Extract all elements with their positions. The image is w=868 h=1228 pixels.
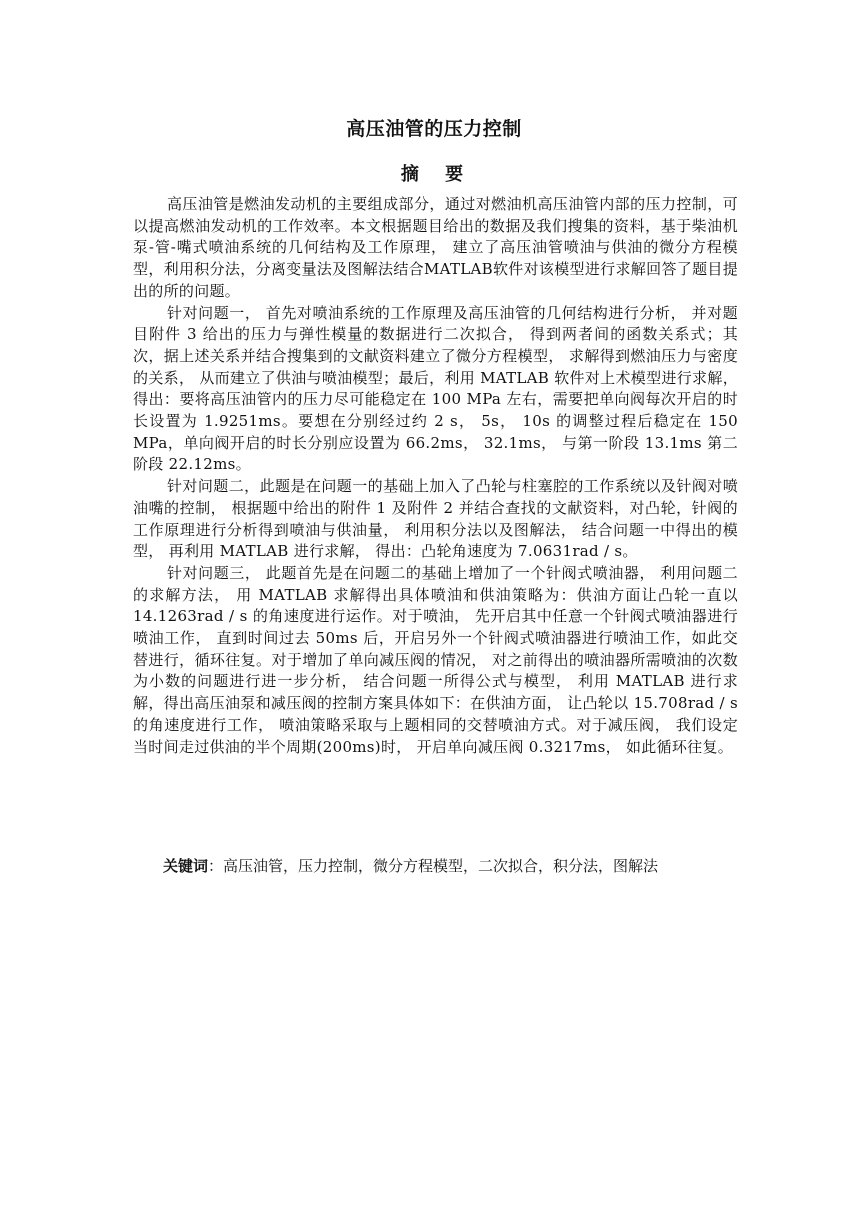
keywords-text: ：高压油管，压力控制，微分方程模型，二次拟合，积分法，图解法 bbox=[208, 857, 659, 875]
page-title: 高压油管的压力控制 bbox=[346, 118, 522, 140]
abstract-heading: 摘 要 bbox=[400, 164, 474, 185]
keywords-label: 关键词 bbox=[163, 857, 209, 875]
abstract-paragraph-problem-2: 针对问题二，此题是在问题一的基础上加入了凸轮与柱塞腔的工作系统以及针阀对喷油嘴的控制， 根据题中给出的附件 1 及附件 2 并结合查找的文献资料，对凸轮，针阀的工作原理进行分析得到喷油与供油量， 利用积分法以及图解法， 结合问题一中得出的模型， 再利用 MATLAB 进行求解， 得出：凸轮角速度为 7.0631rad / s。 bbox=[133, 477, 738, 561]
abstract-body bbox=[133, 194, 738, 758]
abstract-paragraph-problem-1: 针对问题一， 首先对喷油系统的工作原理及高压油管的几何结构进行分析， 并对题目附件 3 给出的压力与弹性模量的数据进行二次拟合， 得到两者间的函数关系式；其次，据上述关系并结合搜集到的文献资料建立了微分方程模型， 求解得到燃油压力与密度的关系， 从而建立了供油与喷油模型；最后，利用 MATLAB 软件对上术模型进行求解， 得出：要将高压油管内的压力尽可能稳定在 100 MPa 左右，需要把单向阀每次开启的时长设置为 1.9251ms。要想在分别经过约 2 s， 5s， 10s 的调整过程后稳定在 150 MPa，单向阀开启的时长分别应设置为 66.2ms， 32.1ms， 与第一阶段 13.1ms 第二阶段 22.12ms。 bbox=[133, 303, 738, 474]
abstract-paragraph-problem-3: 针对问题三， 此题首先是在问题二的基础上增加了一个针阀式喷油器， 利用问题二的求解方法， 用 MATLAB 求解得出具体喷油和供油策略为：供油方面让凸轮一直以 14.1263rad / s 的角速度进行运作。对于喷油， 先开启其中任意一个针阀式喷油器进行喷油工作， 直到时间过去 50ms 后，开启另外一个针阀式喷油器进行喷油工作，如此交替进行，循环往复。对于增加了单向减压阀的情况， 对之前得出的喷油器所需喷油的次数为小数的问题进行进一步分析， 结合问题一所得公式与模型， 利用 MATLAB 进行求解，得出高压油泵和减压阀的控制方案具体如下：在供油方面， 让凸轮以 15.708rad / s 的角速度进行工作， 喷油策略采取与上题相同的交替喷油方式。对于减压阀， 我们设定当时间走过供油的半个周期(200ms)时， 开启单向减压阀 0.3217ms， 如此循环往复。 bbox=[133, 563, 738, 756]
abstract-paragraph-intro: 高压油管是燃油发动机的主要组成部分，通过对燃油机高压油管内部的压力控制，可以提高燃油发动机的工作效率。本文根据题目给出的数据及我们搜集的资料，基于柴油机泵-管-嘴式喷油系统的几何结构及工作原理， 建立了高压油管喷油与供油的微分方程模型，利用积分法，分离变量法及图解法结合MATLAB软件对该模型进行求解回答了题目提出的所的问题。 bbox=[133, 195, 738, 300]
keywords-line bbox=[163, 855, 763, 877]
